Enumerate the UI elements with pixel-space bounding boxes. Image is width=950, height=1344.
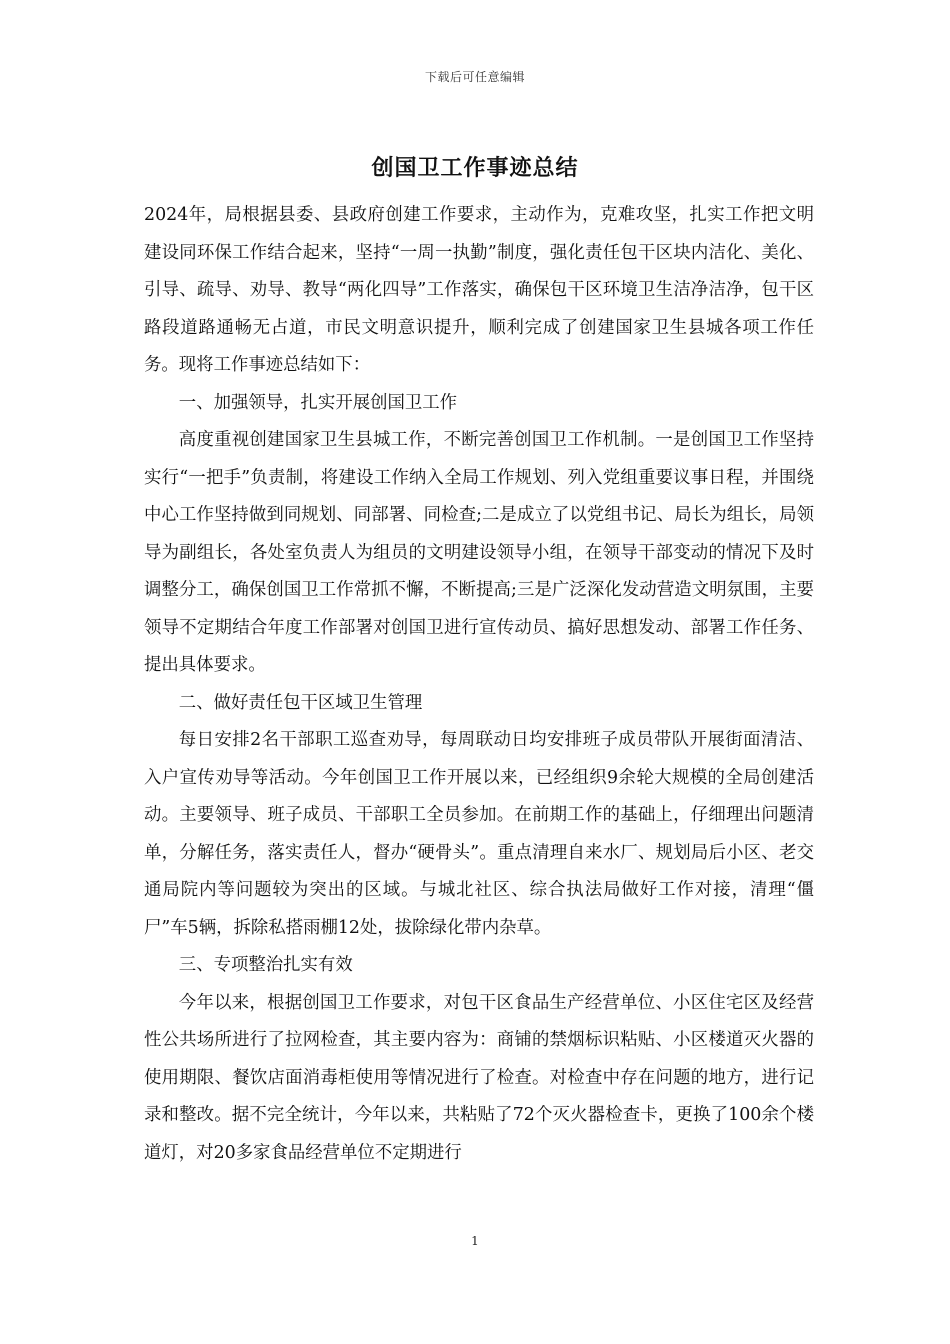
document-title: 创国卫工作事迹总结 — [371, 155, 579, 181]
section-heading-1: 一、加强领导，扎实开展创国卫工作 — [178, 392, 458, 413]
intro-paragraph: 2024年，局根据县委、县政府创建工作要求，主动作为，克难攻坚，扎实工作把文明建设同环保工作结合起来，坚持“一周一执勤”制度，强化责任包干区块内洁化、美化、引导、疏导、劝导、教导“两化四导”工作落实，确保包干区环境卫生洁净洁净，包干区路段道路通畅无占道，市民文明意识提升，顺利完成了创建国家卫生县城各项工作任务。现将工作事迹总结如下： — [144, 205, 814, 375]
section-heading-2: 二、做好责任包干区域卫生管理 — [178, 692, 423, 713]
section-2-paragraph: 每日安排2名干部职工巡查劝导，每周联动日均安排班子成员带队开展街面清洁、入户宣传劝导等活动。今年创国卫工作开展以来，已经组织9余轮大规模的全局创建活动。主要领导、班子成员、干部职工全员参加。在前期工作的基础上，仔细理出问题清单，分解任务，落实责任人，督办“硬骨头”。重点清理自来水厂、规划局后小区、老交通局院内等问题较为突出的区域。与城北社区、综合执法局做好工作对接，清理“僵尸”车5辆，拆除私搭雨棚12处，拔除绿化带内杂草。 — [144, 730, 814, 938]
header-note: 下载后可任意编辑 — [424, 70, 525, 84]
page-number: 1 — [471, 1234, 479, 1248]
section-1-paragraph: 高度重视创建国家卫生县城工作，不断完善创国卫工作机制。一是创国卫工作坚持实行“一把手”负责制，将建设工作纳入全局工作规划、列入党组重要议事日程，并围绕中心工作坚持做到同规划、同部署、同检查;二是成立了以党组书记、局长为组长，局领导为副组长，各处室负责人为组员的文明建设领导小组，在领导干部变动的情况下及时调整分工，确保创国卫工作常抓不懈，不断提高;三是广泛深化发动营造文明氛围，主要领导不定期结合年度工作部署对创国卫进行宣传动员、搞好思想发动、部署工作任务、提出具体要求。 — [144, 430, 814, 675]
document-body — [144, 197, 814, 1172]
section-heading-3: 三、专项整治扎实有效 — [178, 955, 353, 975]
section-3-paragraph: 今年以来，根据创国卫工作要求，对包干区食品生产经营单位、小区住宅区及经营性公共场所进行了拉网检查，其主要内容为：商铺的禁烟标识粘贴、小区楼道灭火器的使用期限、餐饮店面消毒柜使用等情况进行了检查。对检查中存在问题的地方，进行记录和整改。据不完全统计，今年以来，共粘贴了72个灭火器检查卡，更换了100余个楼道灯，对20多家食品经营单位不定期进行 — [144, 992, 814, 1163]
